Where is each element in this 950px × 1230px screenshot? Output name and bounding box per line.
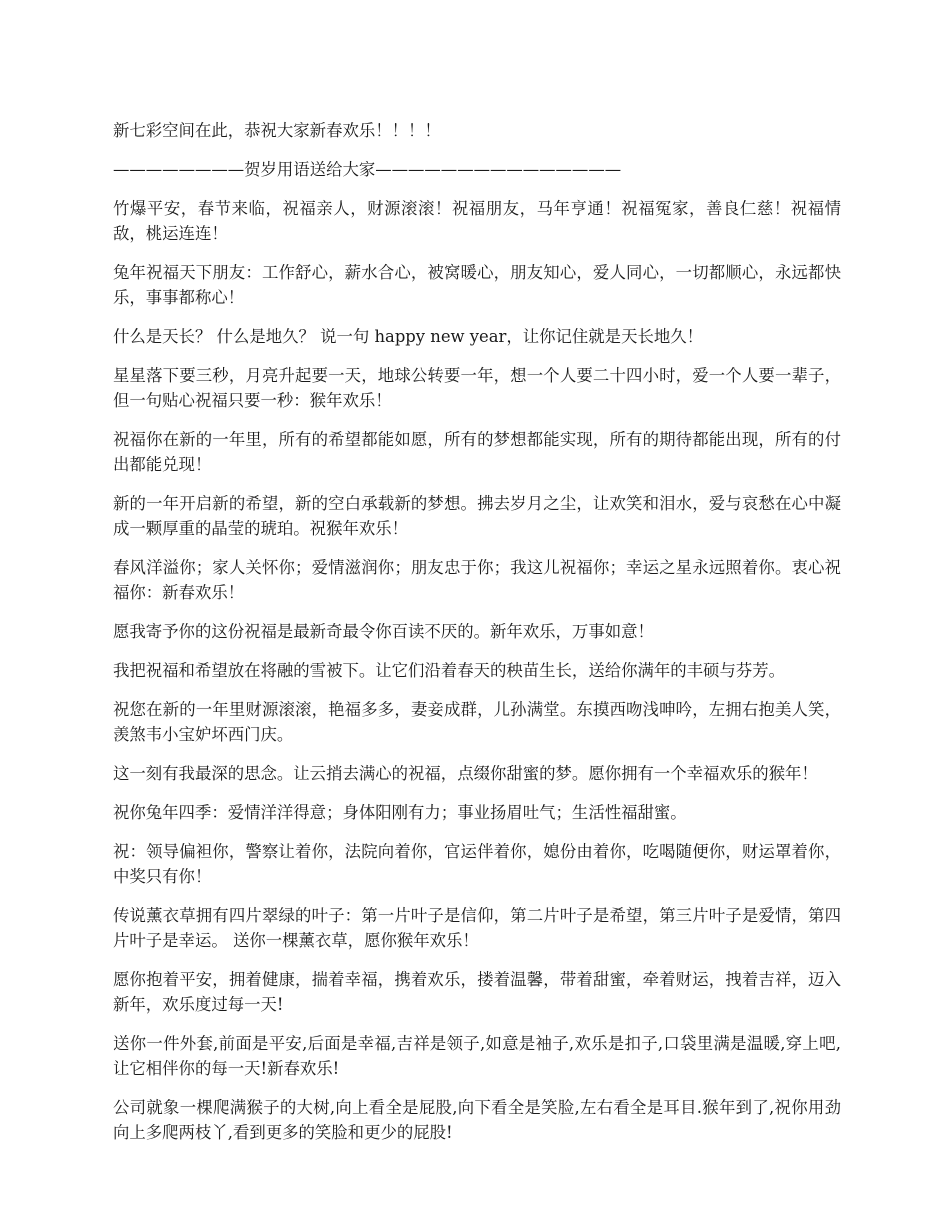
paragraph-blessing: 祝：领导偏袒你，警察让着你，法院向着你，官运伴着你，媳份由着你，吃喝随便你，财运罩着你，中奖只有你！	[113, 842, 841, 886]
paragraph-blessing: 星星落下要三秒，月亮升起要一天，地球公转要一年，想一个人要二十四小时，爱一个人要一辈子，但一句贴心祝福只要一秒：猴年欢乐！	[113, 366, 841, 410]
paragraph-blessing: 我把祝福和希望放在将融的雪被下。让它们沿着春天的秧苗生长，送给你满年的丰硕与芬芳。	[113, 661, 786, 680]
paragraph-blessing: 愿我寄予你的这份祝福是最新奇最令你百读不厌的。新年欢乐，万事如意！	[113, 622, 654, 641]
paragraph-blessing: 春风洋溢你；家人关怀你；爱情滋润你；朋友忠于你；我这儿祝福你；幸运之星永远照着你。衷心祝福你：新春欢乐！	[113, 558, 841, 602]
paragraph-blessing: 传说薰衣草拥有四片翠绿的叶子：第一片叶子是信仰，第二片叶子是希望，第三片叶子是爱情，第四片叶子是幸运。 送你一棵薰衣草，愿你猴年欢乐！	[113, 906, 841, 950]
paragraph-blessing: 新的一年开启新的希望，新的空白承载新的梦想。拂去岁月之尘，让欢笑和泪水，爱与哀愁在心中凝成一颗厚重的晶莹的琥珀。祝猴年欢乐！	[113, 494, 841, 538]
paragraph-blessing: 兔年祝福天下朋友：工作舒心，薪水合心，被窝暖心，朋友知心，爱人同心，一切都顺心，永远都快乐，事事都称心！	[113, 263, 841, 307]
paragraph-blessing: 竹爆平安，春节来临，祝福亲人，财源滚滚！祝福朋友，马年亨通！祝福冤家，善良仁慈！祝福情敌，桃运连连！	[113, 199, 841, 243]
paragraph-blessing: 公司就象一棵爬满猴子的大树,向上看全是屁股,向下看全是笑脸,左右看全是耳目.猴年到了,祝你用劲向上多爬两枝丫,看到更多的笑脸和更少的屁股!	[113, 1098, 841, 1142]
paragraph-greeting-title: 新七彩空间在此，恭祝大家新春欢乐！！！！	[113, 121, 441, 140]
paragraph-blessing: 这一刻有我最深的思念。让云捎去满心的祝福，点缀你甜蜜的梦。愿你拥有一个幸福欢乐的猴年！	[113, 764, 818, 783]
paragraph-section-divider: ————————贺岁用语送给大家———————————————	[113, 160, 622, 179]
document-page	[113, 118, 841, 1159]
paragraph-blessing: 祝你兔年四季：爱情洋洋得意；身体阳刚有力；事业扬眉吐气；生活性福甜蜜。	[113, 803, 687, 822]
paragraph-blessing: 愿你抱着平安，拥着健康，揣着幸福，携着欢乐，搂着温馨，带着甜蜜，牵着财运，拽着吉祥，迈入新年，欢乐度过每一天!	[113, 970, 841, 1014]
paragraph-blessing: 祝您在新的一年里财源滚滚，艳福多多，妻妾成群，儿孙满堂。东摸西吻浅呻吟，左拥右抱美人笑，羡煞韦小宝妒坏西门庆。	[113, 700, 841, 744]
paragraph-blessing: 送你一件外套,前面是平安,后面是幸福,吉祥是领子,如意是袖子,欢乐是扣子,口袋里满是温暖,穿上吧,让它相伴你的每一天!新春欢乐!	[113, 1034, 841, 1078]
paragraph-blessing: 什么是天长？ 什么是地久？ 说一句 happy new year，让你记住就是天长地久！	[113, 327, 704, 346]
paragraph-blessing: 祝福你在新的一年里，所有的希望都能如愿，所有的梦想都能实现，所有的期待都能出现，所有的付出都能兑现！	[113, 430, 841, 474]
